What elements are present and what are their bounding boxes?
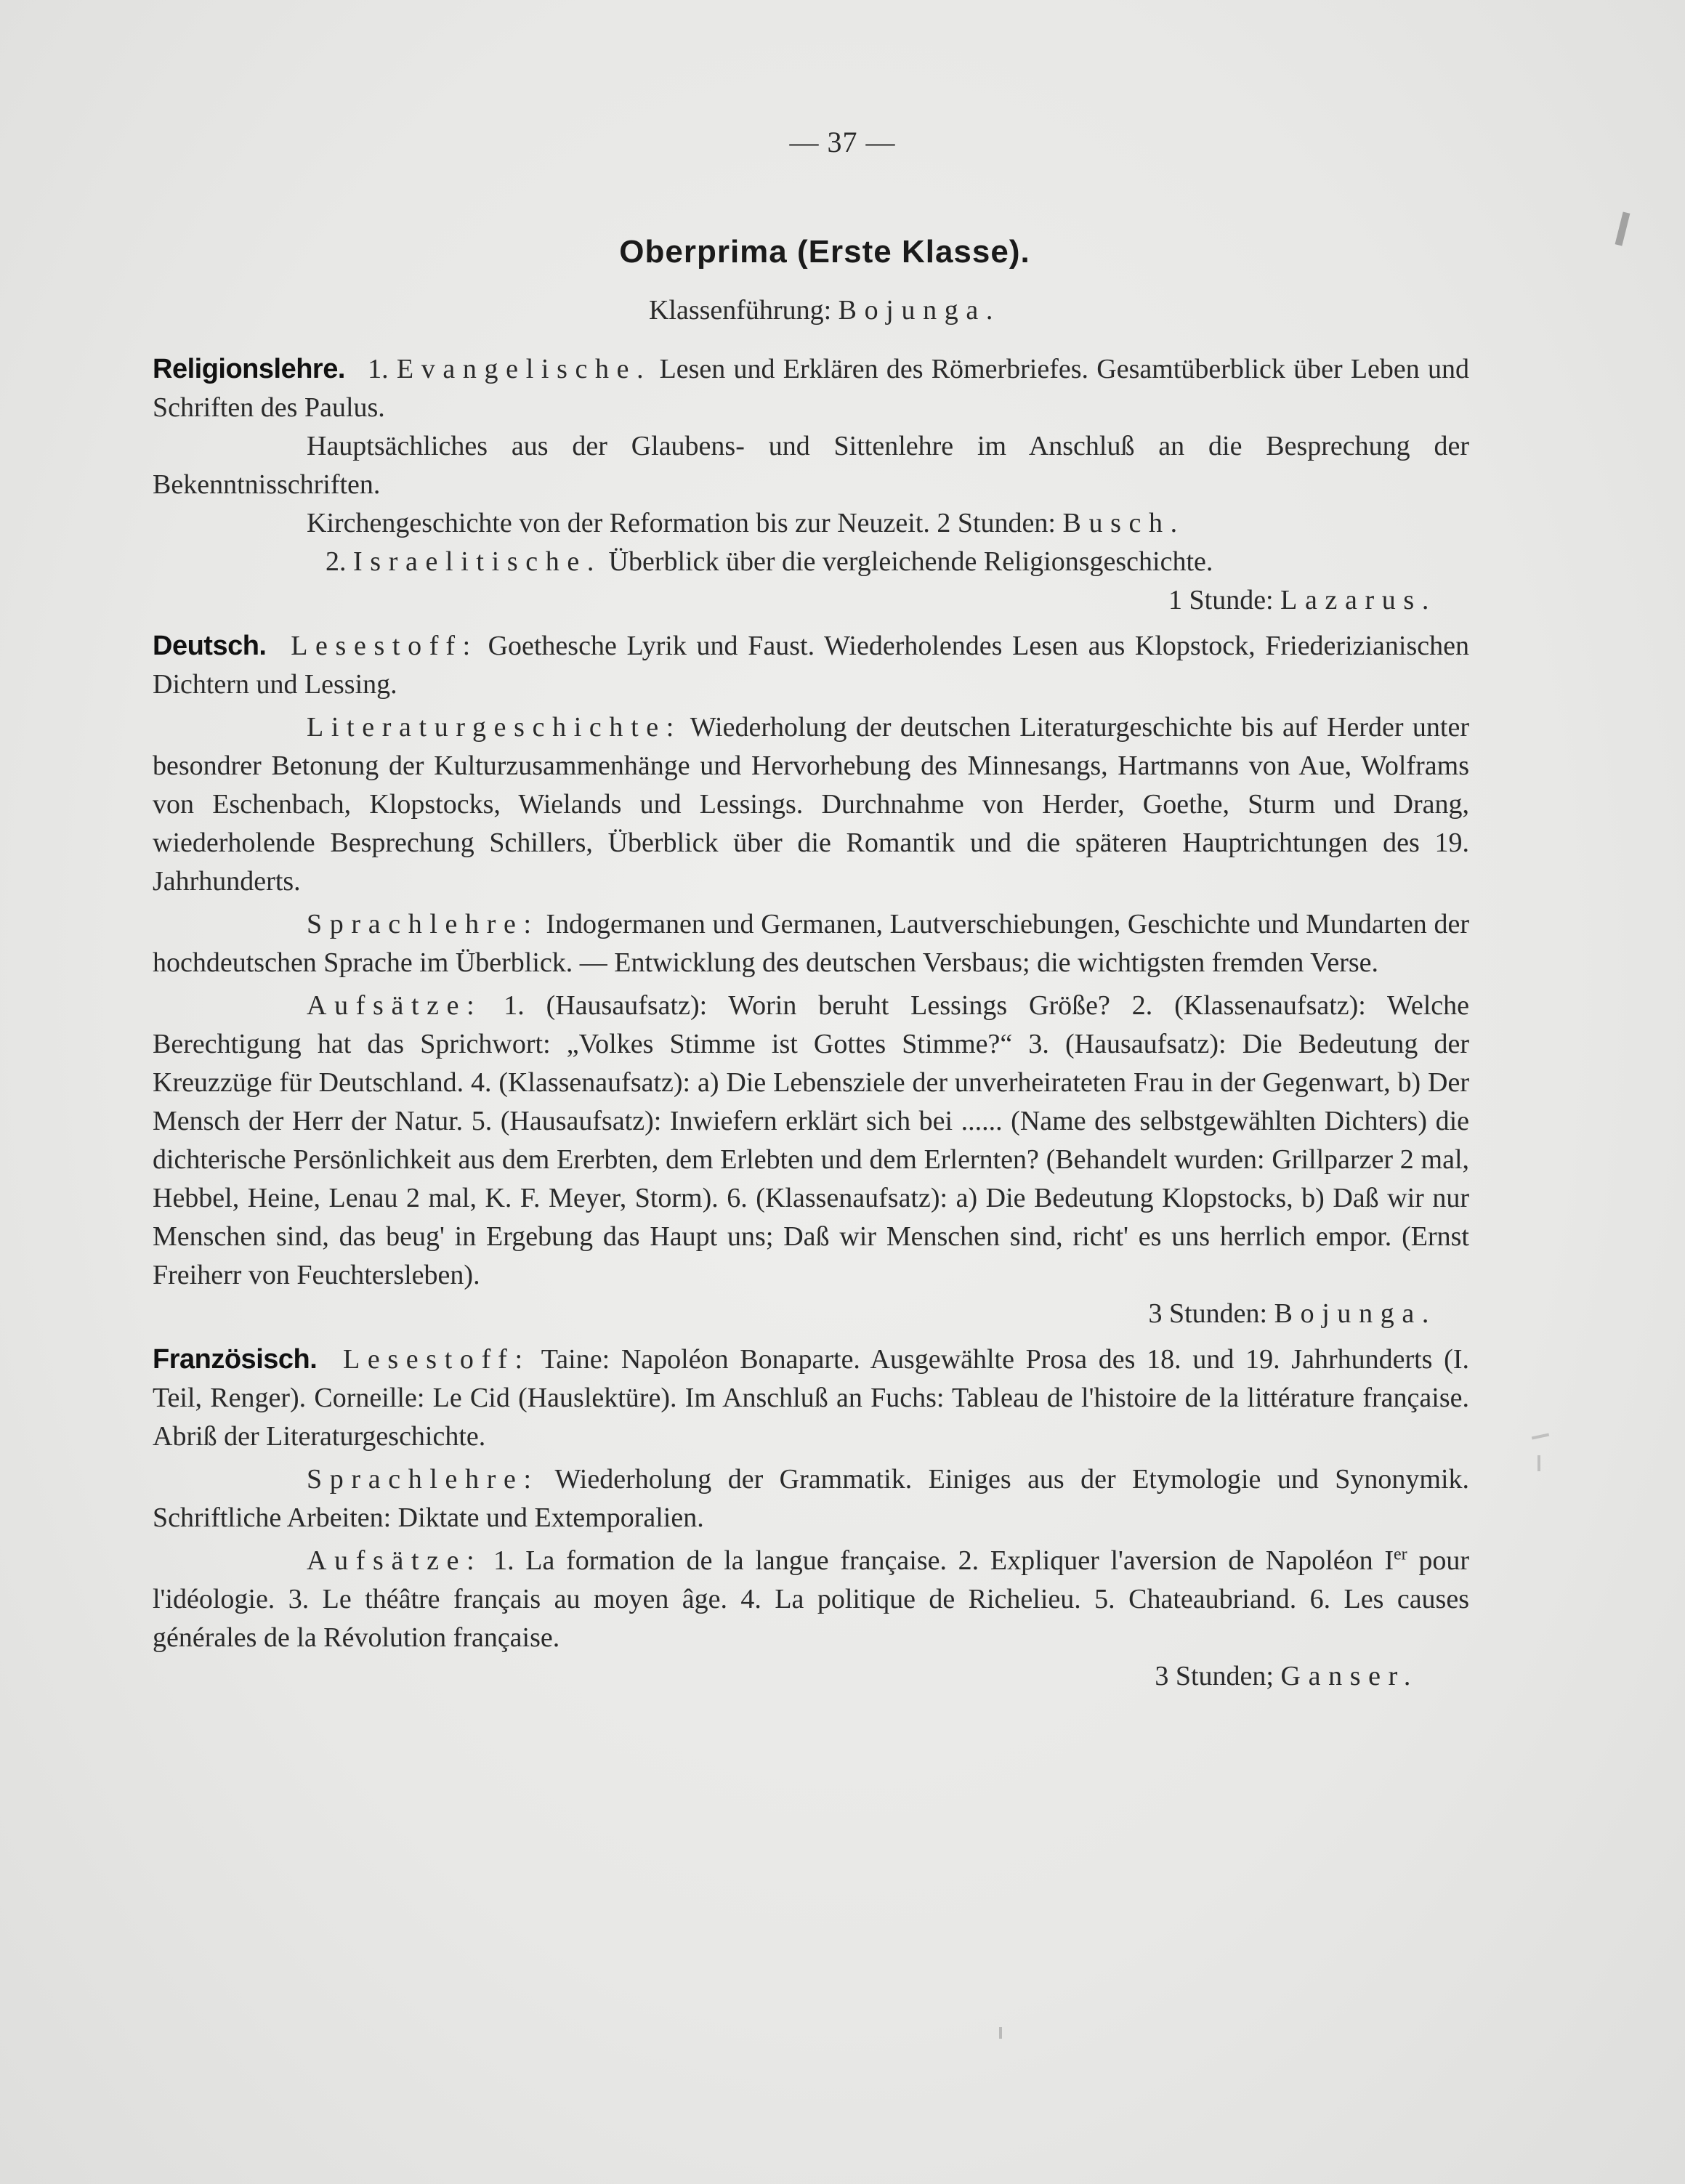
deutsch-p5-text: 3 Stunden:	[1148, 1298, 1268, 1329]
deutsch-paragraph-3	[153, 905, 1469, 982]
franzoesisch-p2-spaced: Sprachlehre:	[307, 1464, 539, 1495]
deutsch-p3-text: Indogermanen und Germanen, Lautverschiebungen, Geschichte und Mundarten der hochdeutschen Sprache im Überblick. — Entwicklung des deutschen Versbaus; die wichtigsten fremden Verse.	[153, 909, 1470, 978]
page-number: — 37 —	[789, 126, 896, 158]
franzoesisch-heading: Französisch.	[153, 1344, 318, 1375]
scan-mark	[1537, 1455, 1540, 1471]
religion-heading: Religionslehre.	[153, 354, 345, 384]
franzoesisch-p2-text: Wiederholung der Grammatik. Einiges aus der Etymologie und Synonymik. Schriftliche Arbeiten: Diktate und Extemporalien.	[153, 1464, 1469, 1533]
franzoesisch-p1-spaced: Lesestoff:	[343, 1344, 530, 1375]
religion-paragraph-1	[153, 350, 1469, 427]
deutsch-p3-spaced: Sprachlehre:	[307, 909, 539, 939]
deutsch-p4-spaced: Aufsätze:	[307, 990, 482, 1021]
deutsch-p1-text: Goethesche Lyrik und Faust. Wiederholendes Lesen aus Klopstock, Friederizianischen Dichtern und Lessing.	[153, 631, 1470, 700]
deutsch-p4-text: 1. (Hausaufsatz): Worin beruht Lessings Größe? 2. (Klassenaufsatz): Welche Berechtigung hat das Sprichwort: „Volkes Stimme ist Gottes Stimme?“ 3. (Hausaufsatz): Die Bedeutung der Kreuzzüge für Deutschland. 4. (Klassenaufsatz): a) Die Lebensziele der unverheirateten Frau in der Gegenwart, b) Der Mensch der Herr der Natur. 5. (Hausaufsatz): Inwiefern erklärt sich bei ...... (Name des selbstgewählten Dichters) die dichterische Persönlichkeit aus dem Ererbten, dem Erlebten und dem Erlernten? (Behandelt wurden: Grillparzer 2 mal, Hebbel, Heine, Lenau 2 mal, K. F. Meyer, Storm). 6. (Klassenaufsatz): a) Die Bedeutung Klopstocks, b) Daß wir nur Menschen sind, das beug' in Ergebung das Haupt uns; Daß wir Menschen sind, richt' es uns herrlich empor. (Ernst Freiherr von Feuchtersleben).	[153, 990, 1470, 1290]
religion-paragraph-3	[153, 504, 1469, 543]
religion-p4-spaced: Israelitische.	[353, 546, 602, 577]
section-religion	[153, 350, 1469, 620]
franzoesisch-paragraph-3	[153, 1542, 1469, 1657]
scan-mark	[1532, 1433, 1549, 1440]
class-leader-name: Bojunga.	[838, 295, 1001, 325]
religion-p4-text: Überblick über die vergleichende Religionsgeschichte.	[608, 546, 1213, 577]
franzoesisch-p3-text-a: 1. La formation de la langue française. 2. Expliquer l'aversion de Napoléon I	[493, 1545, 1394, 1576]
religion-p4-num: 2.	[326, 546, 347, 577]
religion-p3-text: Kirchengeschichte von der Reformation bis zur Neuzeit. 2 Stunden:	[307, 508, 1056, 538]
scan-mark	[999, 2027, 1002, 2039]
religion-paragraph-4	[153, 543, 1469, 581]
deutsch-p2-text: Wiederholung der deutschen Literaturgeschichte bis auf Herder unter besondrer Betonung der Kulturzusammenhänge und Hervorhebung des Minnesangs, Hartmanns von Aue, Wolframs von Eschenbach, Klopstocks, Wielands und Lessings. Durchnahme von Herder, Goethe, Sturm und Drang, wiederholende Besprechung Schillers, Überblick über die Romantik und die späteren Hauptrichtungen des 19. Jahrhunderts.	[153, 712, 1469, 897]
religion-p1-num: 1.	[368, 354, 389, 384]
franzoesisch-paragraph-2	[153, 1460, 1469, 1537]
franzoesisch-p4-name: Ganser.	[1280, 1661, 1418, 1691]
franzoesisch-p3-superscript: er	[1393, 1545, 1407, 1564]
franzoesisch-paragraph-4	[153, 1657, 1469, 1696]
franzoesisch-p3-spaced: Aufsätze:	[307, 1545, 482, 1576]
deutsch-p1-spaced: Lesestoff:	[291, 631, 478, 661]
religion-p1-text: Lesen und Erklären des Römerbriefes. Gesamtüberblick über Leben und Schriften des Paulus.	[153, 354, 1470, 423]
franzoesisch-p3-text-b: pour l'idéologie. 3. Le théâtre français au moyen âge. 4. La politique de Richelieu. 5. Chateaubriand. 6. Les causes générales de la Révolution française.	[153, 1545, 1470, 1653]
franzoesisch-p1-text: Taine: Napoléon Bonaparte. Ausgewählte Prosa des 18. und 19. Jahrhunderts (I. Teil, Renger). Corneille: Le Cid (Hauslektüre). Im Anschluß an Fuchs: Tableau de l'histoire de la littérature française. Abriß der Literaturgeschichte.	[153, 1344, 1469, 1452]
section-deutsch	[153, 627, 1469, 1333]
class-leader-label: Klassenführung:	[648, 295, 832, 325]
class-leader	[0, 294, 1649, 326]
religion-p5-text: 1 Stunde:	[1168, 585, 1274, 615]
deutsch-p5-name: Bojunga.	[1274, 1298, 1437, 1329]
deutsch-paragraph-4	[153, 987, 1469, 1295]
franzoesisch-p4-text: 3 Stunden;	[1155, 1661, 1274, 1691]
section-franzoesisch	[153, 1340, 1469, 1696]
religion-paragraph-5	[153, 581, 1469, 620]
religion-p5-name: Lazarus.	[1280, 585, 1437, 615]
deutsch-heading: Deutsch.	[153, 631, 267, 661]
religion-p3-name: Busch.	[1062, 508, 1185, 538]
page-body	[153, 350, 1469, 1696]
deutsch-p2-spaced: Literaturgeschichte:	[307, 712, 682, 743]
deutsch-paragraph-1	[153, 627, 1469, 704]
deutsch-paragraph-2	[153, 708, 1469, 901]
religion-paragraph-2: Hauptsächliches aus der Glaubens- und Sittenlehre im Anschluß an die Besprechung der Bekenntnisschriften.	[153, 431, 1469, 500]
deutsch-paragraph-5	[153, 1295, 1469, 1333]
franzoesisch-paragraph-1	[153, 1340, 1469, 1456]
religion-p1-spaced: Evangelische.	[396, 354, 652, 384]
class-title: Oberprima (Erste Klasse).	[619, 234, 1030, 270]
